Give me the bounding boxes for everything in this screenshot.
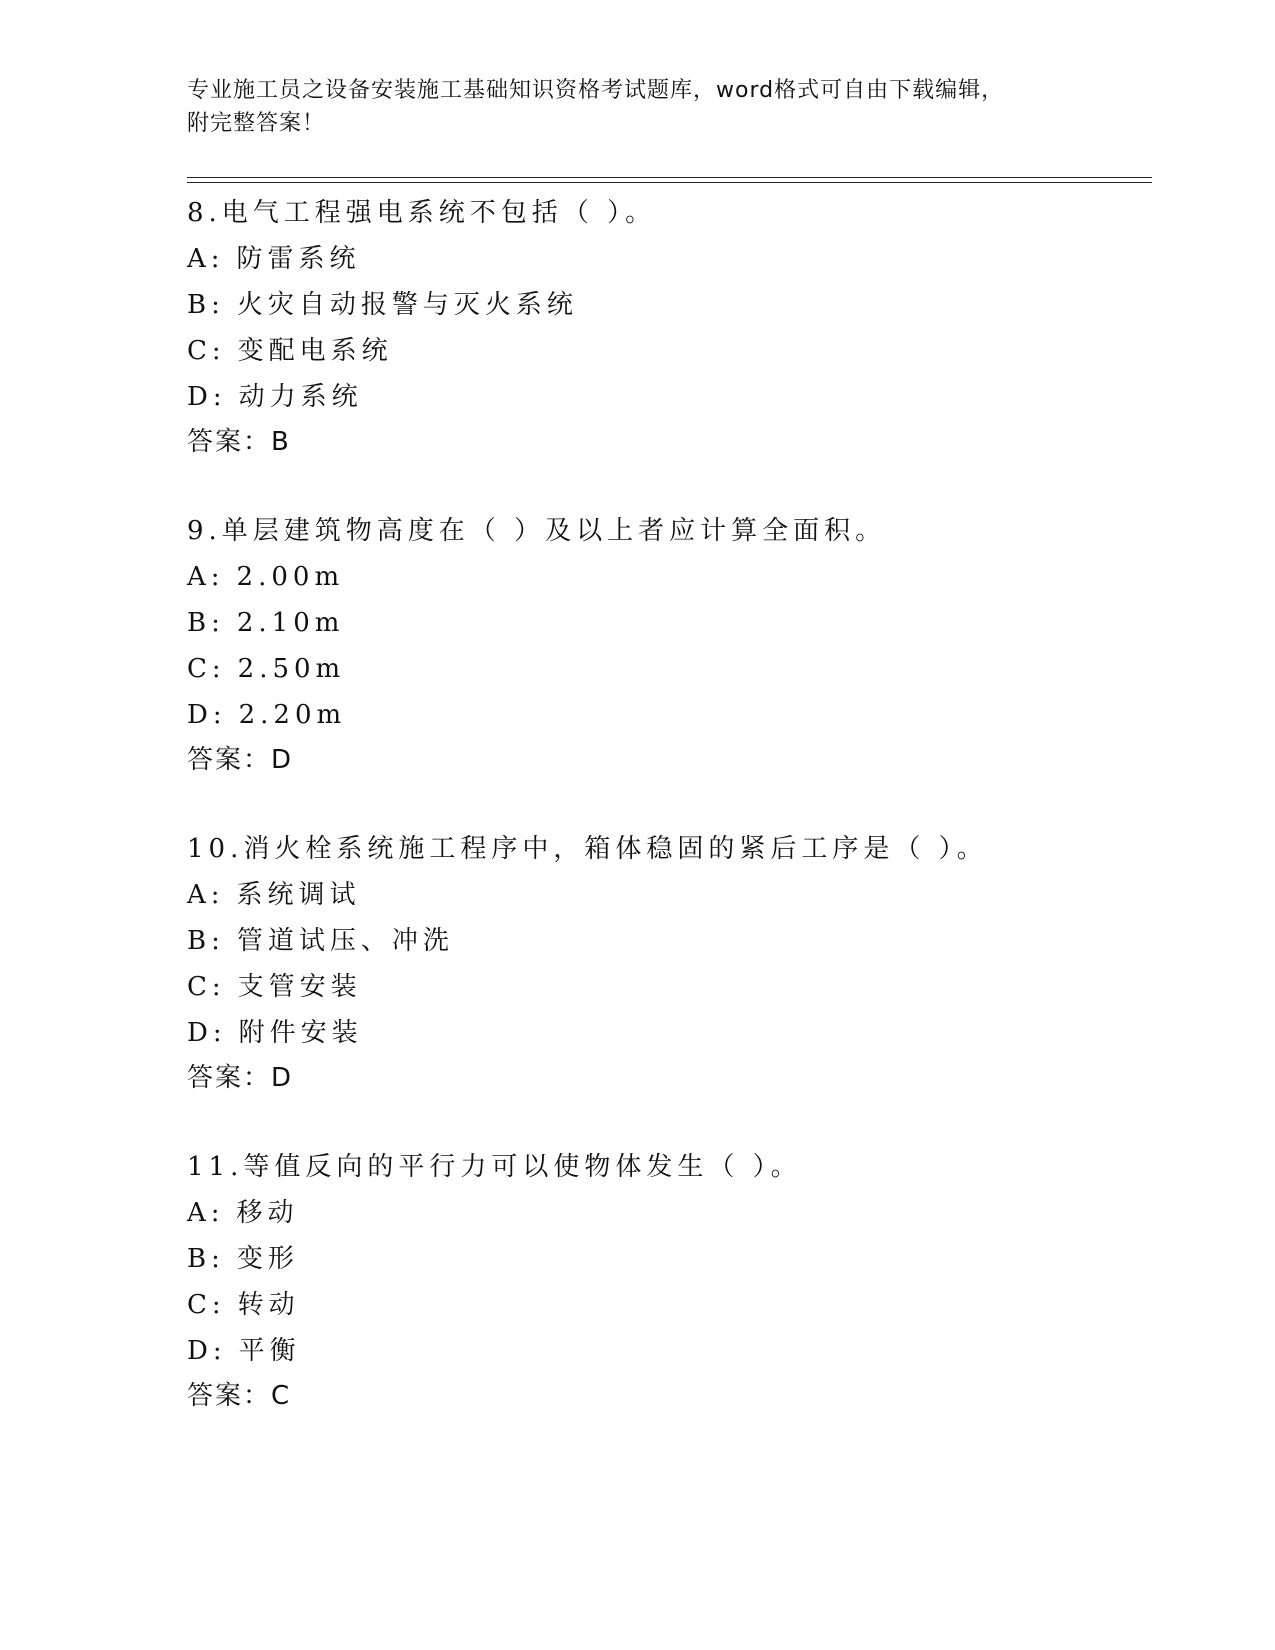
- option-b: [187, 600, 1152, 646]
- option-key: A:: [187, 1198, 225, 1228]
- option-text: 平衡: [238, 1336, 301, 1366]
- question-11: [187, 1144, 1152, 1418]
- option-key: C:: [187, 654, 226, 684]
- option-key: B:: [187, 608, 225, 638]
- option-text: 火灾自动报警与灭火系统: [236, 290, 578, 320]
- option-text: 2.20m: [238, 700, 347, 730]
- option-text: 2.50m: [237, 654, 346, 684]
- option-text: 转动: [237, 1290, 300, 1320]
- option-text: 2.10m: [236, 608, 345, 638]
- option-b: [187, 282, 1152, 328]
- option-d: [187, 1010, 1152, 1056]
- option-key: B:: [187, 290, 225, 320]
- option-d: [187, 692, 1152, 738]
- option-a: [187, 554, 1152, 600]
- option-text: 系统调试: [236, 880, 361, 910]
- option-b: [187, 918, 1152, 964]
- option-text: 支管安装: [237, 972, 362, 1002]
- option-text: 防雷系统: [236, 244, 361, 274]
- question-8: [187, 190, 1152, 464]
- question-10: [187, 826, 1152, 1100]
- option-key: B:: [187, 1244, 225, 1274]
- option-c: [187, 1282, 1152, 1328]
- option-key: D:: [187, 382, 227, 412]
- option-key: B:: [187, 926, 225, 956]
- question-stem: 8.电气工程强电系统不包括（ ）。: [187, 198, 657, 228]
- option-key: C:: [187, 972, 226, 1002]
- header-divider-top: [187, 177, 1152, 178]
- option-key: C:: [187, 336, 226, 366]
- answer-line: 答案：B: [187, 427, 291, 457]
- question-9: [187, 508, 1152, 782]
- option-text: 动力系统: [238, 382, 363, 412]
- answer-line: 答案：D: [187, 745, 294, 775]
- option-text: 变配电系统: [237, 336, 393, 366]
- question-stem: 9.单层建筑物高度在（ ）及以上者应计算全面积。: [187, 516, 887, 546]
- header-line-1: 专业施工员之设备安装施工基础知识资格考试题库，word格式可自由下载编辑，: [187, 78, 1005, 103]
- option-a: [187, 872, 1152, 918]
- option-d: [187, 374, 1152, 420]
- option-key: D:: [187, 1018, 227, 1048]
- option-text: 2.00m: [236, 562, 345, 592]
- option-key: D:: [187, 1336, 227, 1366]
- option-a: [187, 236, 1152, 282]
- document-header: [187, 74, 1067, 140]
- option-key: A:: [187, 562, 225, 592]
- answer-line: 答案：C: [187, 1381, 292, 1411]
- option-text: 管道试压、冲洗: [236, 926, 454, 956]
- option-text: 移动: [236, 1198, 299, 1228]
- option-text: 附件安装: [238, 1018, 363, 1048]
- option-key: A:: [187, 244, 225, 274]
- answer-line: 答案：D: [187, 1063, 294, 1093]
- option-b: [187, 1236, 1152, 1282]
- option-key: D:: [187, 700, 227, 730]
- question-list: [187, 190, 1152, 1418]
- question-stem: 11.等值反向的平行力可以使物体发生（ ）。: [187, 1152, 802, 1182]
- option-a: [187, 1190, 1152, 1236]
- option-key: C:: [187, 1290, 226, 1320]
- option-text: 变形: [236, 1244, 299, 1274]
- header-divider-bottom: [187, 182, 1152, 183]
- option-c: [187, 964, 1152, 1010]
- header-line-2: 附完整答案！: [187, 111, 326, 136]
- option-d: [187, 1328, 1152, 1374]
- option-c: [187, 328, 1152, 374]
- option-key: A:: [187, 880, 225, 910]
- option-c: [187, 646, 1152, 692]
- question-stem: 10.消火栓系统施工程序中，箱体稳固的紧后工序是（ ）。: [187, 834, 988, 864]
